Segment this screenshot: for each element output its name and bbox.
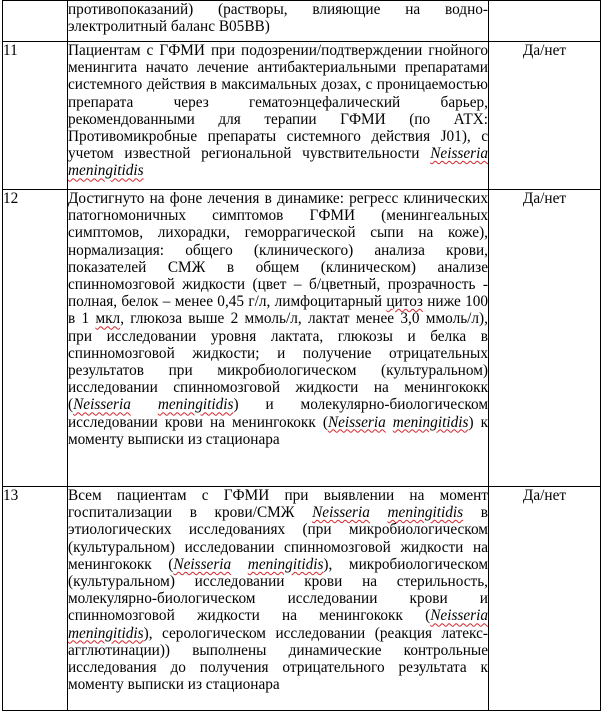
answer-cell: Да/нет <box>489 487 601 711</box>
answer-cell: Да/нет <box>489 42 601 190</box>
criterion-text: Пациентам с ГФМИ при подозрении/подтверждении гнойного менингита начато лечение антибактериальными препаратами системного действия в максимальных дозах, с проницаемостью препарата через гематоэнцефалический барьер, рекомендованными для терапии ГФМИ (по АТХ: Противомикробные препараты системного действия J01), с учетом известной региональной чувствительности Neisseria meningitidis <box>68 42 489 190</box>
spellcheck-flagged-word: meningitidis <box>157 396 234 414</box>
criterion-text: противопоказаний) (растворы, влияющие на водно-электролитный баланс B05BB) <box>68 1 489 42</box>
spellcheck-flagged-word: meningitidis <box>392 413 469 431</box>
criterion-text: Всем пациентам с ГФМИ при выявлении на момент госпитализации в крови/СМЖ Neisseria meningitidis в этиологических исследованиях (при микробиологическом (культуральном) исследовании спинномозговой жидкости на менингококк (Neisseria meningitidis), микробиологическом (культуральном) исследовании крови на стерильность, молекулярно-биологическом исследовании крови и спинномозговой жидкости на менингококк (Neisseria meningitidis), серологическом исследовании (реакция латекс-агглютинации)) выполнены динамические контрольные исследования до получения отрицательного результата к моменту выписки из стационара <box>68 487 489 711</box>
spellcheck-flagged-word: цитоз <box>386 293 423 311</box>
row-number: 12 <box>3 190 68 487</box>
spellcheck-flagged-word: Neisseria <box>173 555 232 573</box>
spellcheck-flagged-word: meningitidis <box>387 504 464 522</box>
spellcheck-flagged-word: Neisseria <box>430 607 488 625</box>
row-number: 11 <box>3 42 68 190</box>
criterion-text: Достигнуто на фоне лечения в динамике: регресс клинических патогномоничных симптомов ГФМИ (менингеальных симптомов, лихорадки, геморрагической сыпи на коже), нормализация: общего (клинического) анализа крови, показателей СМЖ в общем (клиническом) анализе спинномозговой жидкости (цвет – б/цветный, прозрачность - полная, белок – менее 0,45 г/л, лимфоцитарный цитоз ниже 100 в 1 мкл, глюкоза выше 2 ммоль/л, лактат менее 3,0 ммоль/л), при исследовании уровня лактата, глюкозы и белка в спинномозговой жидкости; и получение отрицательных результатов при микробиологическом (культуральном) исследовании спинномозговой жидкости на менингококк (Neisseria meningitidis) и молекулярно-биологическом исследовании крови на менингококк (Neisseria meningitidis) к моменту выписки из стационара <box>68 190 489 487</box>
spellcheck-flagged-word: Neisseria <box>430 145 488 163</box>
row-number: 13 <box>3 487 68 711</box>
spellcheck-flagged-word: мкл <box>95 310 121 328</box>
spellcheck-flagged-word: Neisseria <box>327 413 386 431</box>
table-row <box>3 190 601 487</box>
row-number <box>3 1 68 42</box>
spellcheck-flagged-word: meningitidis <box>247 555 324 573</box>
quality-criteria-table <box>2 0 601 711</box>
answer-cell: Да/нет <box>489 190 601 487</box>
spellcheck-flagged-word: meningitidis <box>68 624 144 642</box>
spellcheck-flagged-word: Neisseria <box>312 504 370 522</box>
table-row <box>3 487 601 711</box>
spellcheck-flagged-word: meningitidis <box>68 162 144 180</box>
table-row <box>3 42 601 190</box>
spellcheck-flagged-word: Neisseria <box>73 396 131 414</box>
table-row <box>3 1 601 42</box>
answer-cell <box>489 1 601 42</box>
